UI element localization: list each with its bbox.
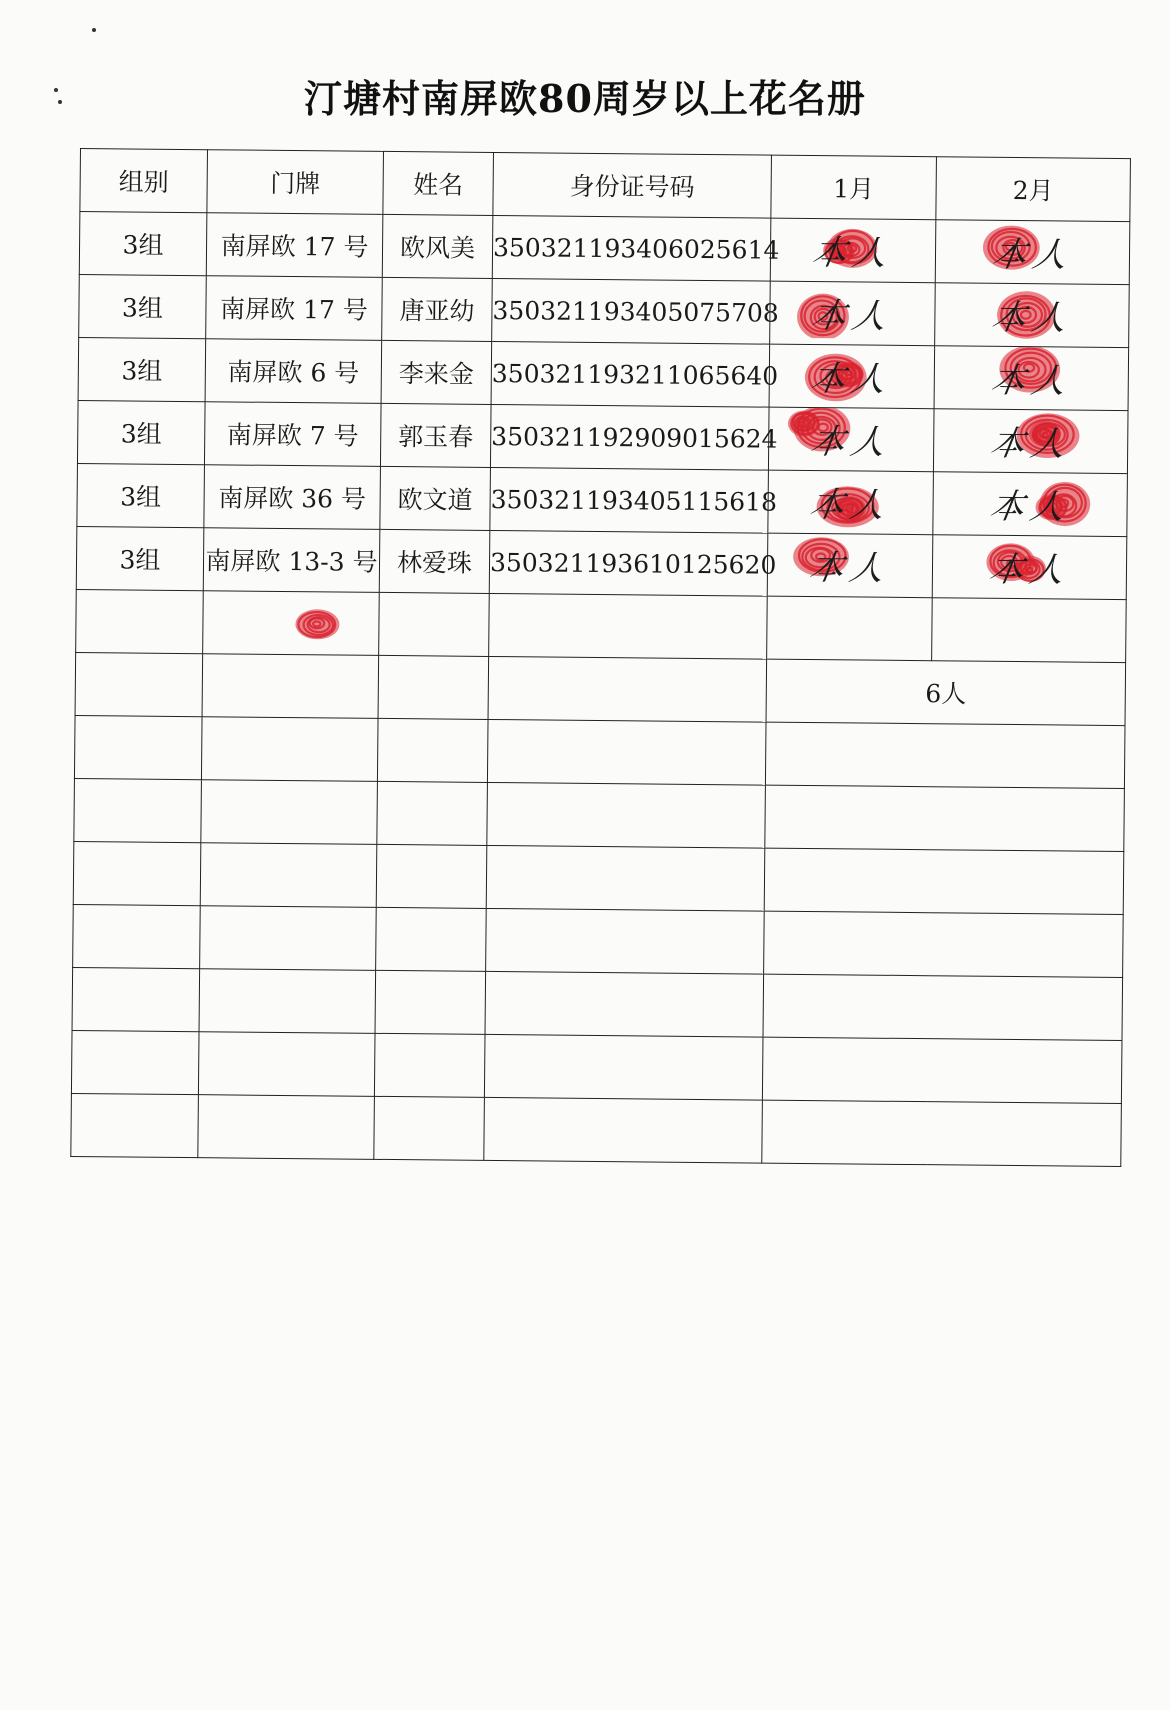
empty-cell bbox=[74, 715, 202, 779]
handwritten-signature: 本人 bbox=[809, 233, 896, 274]
cell-id: 350321193610125620 bbox=[489, 530, 768, 596]
cell-door: 南屏欧 13-3 号 bbox=[203, 528, 380, 593]
empty-cell bbox=[767, 596, 933, 661]
fingerprint-signature bbox=[777, 345, 928, 402]
handwritten-signature: 本人 bbox=[988, 297, 1075, 339]
handwritten-signature: 本人 bbox=[807, 485, 894, 526]
cell-door: 南屏欧 17 号 bbox=[206, 276, 383, 341]
table-row bbox=[77, 463, 1128, 536]
table-row bbox=[76, 526, 1127, 599]
handwritten-signature: 本人 bbox=[987, 360, 1074, 402]
cell-name: 林爱珠 bbox=[379, 529, 490, 593]
cell-name: 郭玉春 bbox=[380, 403, 491, 467]
empty-cell bbox=[203, 591, 380, 656]
empty-row bbox=[76, 589, 1127, 662]
empty-cell bbox=[765, 722, 1125, 788]
scan-speck bbox=[92, 28, 96, 32]
empty-cell bbox=[487, 719, 766, 785]
header-group: 组别 bbox=[80, 149, 208, 213]
cell-month1 bbox=[769, 344, 935, 409]
empty-cell bbox=[71, 1093, 199, 1157]
empty-cell bbox=[763, 974, 1123, 1040]
empty-cell bbox=[932, 598, 1127, 663]
cell-month2 bbox=[934, 346, 1129, 411]
empty-cell bbox=[376, 844, 487, 908]
cell-door: 南屏欧 17 号 bbox=[206, 213, 383, 278]
empty-cell bbox=[762, 1037, 1122, 1103]
header-door: 门牌 bbox=[207, 150, 384, 215]
empty-row bbox=[74, 715, 1125, 788]
cell-month1 bbox=[768, 407, 934, 472]
fingerprint-signature bbox=[778, 219, 929, 276]
cell-name: 欧文道 bbox=[380, 466, 491, 530]
cell-group: 3组 bbox=[77, 400, 205, 464]
cell-name: 欧风美 bbox=[382, 214, 493, 278]
empty-cell bbox=[489, 593, 768, 659]
roster-table bbox=[70, 148, 1131, 1167]
total-row bbox=[75, 652, 1126, 725]
empty-cell bbox=[484, 1097, 763, 1163]
fingerprint-signature bbox=[776, 408, 927, 465]
table-row bbox=[79, 274, 1130, 347]
fingerprint-signature bbox=[777, 282, 928, 339]
header-id: 身份证号码 bbox=[493, 152, 772, 218]
empty-cell bbox=[764, 848, 1124, 914]
empty-cell bbox=[71, 1030, 199, 1094]
cell-door: 南屏欧 36 号 bbox=[204, 465, 381, 530]
cell-group: 3组 bbox=[79, 212, 207, 276]
fingerprint-signature bbox=[954, 535, 1105, 592]
empty-cell bbox=[73, 841, 201, 905]
cell-month2 bbox=[933, 472, 1128, 537]
empty-row bbox=[71, 1030, 1122, 1103]
cell-month2 bbox=[935, 220, 1130, 285]
handwritten-signature: 本人 bbox=[987, 423, 1074, 465]
roster-body bbox=[71, 212, 1130, 1167]
scan-speck bbox=[54, 88, 58, 92]
header-month1: 1月 bbox=[771, 155, 937, 220]
empty-cell bbox=[488, 656, 767, 722]
table-row bbox=[79, 212, 1130, 285]
cell-group: 3组 bbox=[77, 463, 205, 527]
empty-cell bbox=[487, 782, 766, 848]
cell-id: 350321192909015624 bbox=[490, 404, 769, 470]
empty-cell bbox=[76, 589, 204, 653]
fingerprint-signature bbox=[955, 472, 1106, 529]
header-row bbox=[80, 149, 1131, 222]
cell-door: 南屏欧 7 号 bbox=[204, 402, 381, 467]
empty-cell bbox=[762, 1100, 1122, 1166]
empty-cell bbox=[486, 845, 765, 911]
empty-row bbox=[71, 1093, 1122, 1166]
empty-cell bbox=[485, 971, 764, 1037]
cell-id: 350321193211065640 bbox=[491, 341, 770, 407]
handwritten-signature: 本人 bbox=[986, 486, 1073, 528]
fingerprint-signature bbox=[956, 346, 1107, 403]
empty-cell bbox=[74, 778, 202, 842]
empty-cell bbox=[201, 780, 378, 845]
fingerprint-signature bbox=[957, 220, 1108, 277]
empty-cell bbox=[486, 908, 765, 974]
empty-cell bbox=[202, 654, 379, 719]
cell-month2 bbox=[935, 283, 1130, 348]
empty-cell bbox=[376, 907, 487, 971]
scan-speck bbox=[58, 100, 62, 104]
table-row bbox=[77, 400, 1128, 473]
empty-cell bbox=[374, 1033, 485, 1097]
empty-cell bbox=[72, 967, 200, 1031]
cell-month1 bbox=[767, 533, 933, 598]
handwritten-signature: 本人 bbox=[989, 234, 1076, 276]
empty-cell bbox=[377, 781, 488, 845]
empty-row bbox=[73, 841, 1124, 914]
fingerprint-signature bbox=[775, 534, 926, 591]
document-title: 汀塘村南屏欧80周岁以上花名册 bbox=[304, 76, 866, 121]
cell-id: 350321193406025614 bbox=[492, 215, 771, 281]
cell-month2 bbox=[932, 535, 1127, 600]
fingerprint-blot bbox=[295, 609, 339, 639]
handwritten-signature: 本人 bbox=[807, 422, 894, 463]
empty-cell bbox=[765, 785, 1125, 851]
empty-cell bbox=[73, 904, 201, 968]
empty-cell bbox=[484, 1034, 763, 1100]
empty-cell bbox=[374, 1096, 485, 1160]
empty-cell bbox=[198, 1032, 375, 1097]
cell-door: 南屏欧 6 号 bbox=[205, 339, 382, 404]
empty-cell bbox=[764, 911, 1124, 977]
handwritten-signature: 本人 bbox=[806, 548, 893, 589]
cell-month2 bbox=[933, 409, 1128, 474]
cell-group: 3组 bbox=[76, 526, 204, 590]
cell-month1 bbox=[770, 281, 936, 346]
header-name: 姓名 bbox=[383, 151, 494, 215]
cell-id: 350321193405115618 bbox=[490, 467, 769, 533]
empty-cell bbox=[200, 843, 377, 908]
empty-row bbox=[72, 967, 1123, 1040]
fingerprint-signature bbox=[775, 471, 926, 528]
empty-cell bbox=[200, 906, 377, 971]
roster-sheet bbox=[70, 148, 1130, 1167]
empty-cell bbox=[198, 1095, 375, 1160]
empty-cell bbox=[377, 718, 488, 782]
handwritten-signature: 本人 bbox=[808, 296, 895, 337]
cell-id: 350321193405075708 bbox=[492, 278, 771, 344]
stray-fingerprint-stain bbox=[283, 600, 353, 651]
empty-cell bbox=[199, 969, 376, 1034]
empty-cell bbox=[379, 592, 490, 656]
cell-group: 3组 bbox=[78, 337, 206, 401]
cell-name: 唐亚幼 bbox=[382, 277, 493, 341]
empty-cell bbox=[378, 655, 489, 719]
empty-cell bbox=[375, 970, 486, 1034]
empty-cell bbox=[75, 652, 203, 716]
handwritten-signature: 本人 bbox=[808, 359, 895, 400]
cell-month1 bbox=[770, 218, 936, 283]
handwritten-signature: 本人 bbox=[985, 549, 1073, 591]
table-row bbox=[78, 337, 1129, 410]
empty-row bbox=[74, 778, 1125, 851]
fingerprint-signature bbox=[957, 283, 1108, 340]
cell-group: 3组 bbox=[79, 274, 207, 338]
fingerprint-signature bbox=[955, 409, 1106, 466]
cell-month1 bbox=[768, 470, 934, 535]
empty-row bbox=[73, 904, 1124, 977]
cell-name: 李来金 bbox=[381, 340, 492, 404]
empty-cell bbox=[201, 717, 378, 782]
header-month2: 2月 bbox=[936, 157, 1131, 222]
total-count: 6人 bbox=[766, 659, 1126, 725]
